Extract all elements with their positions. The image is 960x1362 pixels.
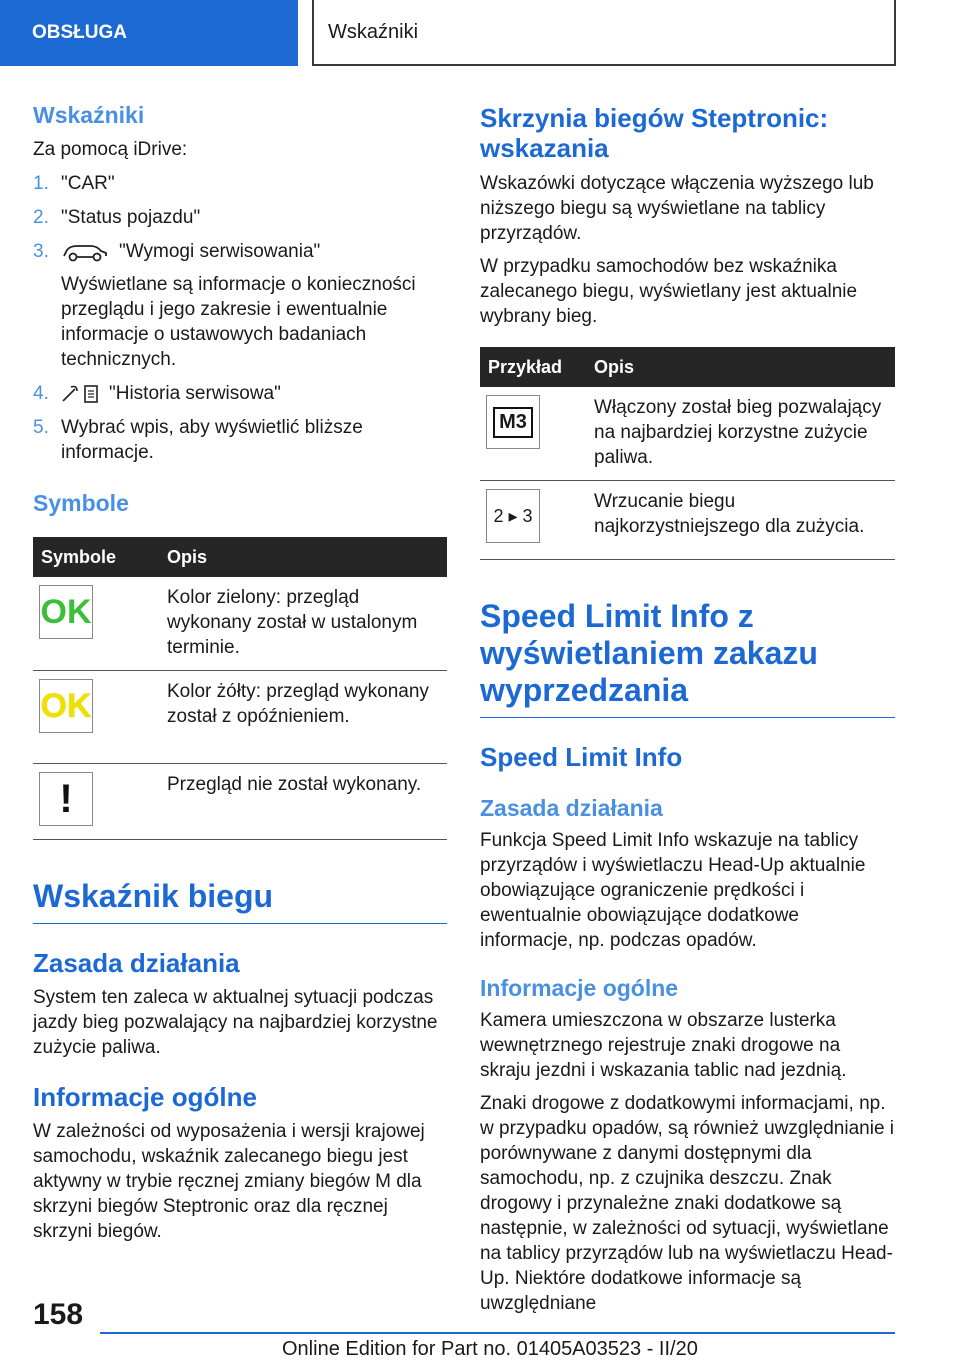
gear-shift-2-3-icon: 2 ▸ 3 bbox=[493, 505, 533, 526]
service-history-icon bbox=[61, 383, 101, 405]
footer-edition: Online Edition for Part no. 01405A03523 - II/20 bbox=[282, 1338, 698, 1360]
table-header: Przykład bbox=[480, 347, 586, 387]
sli-principle-heading: Zasada działania bbox=[480, 795, 663, 821]
general-info-heading: Informacje ogólne bbox=[33, 1082, 257, 1112]
gear-m3-icon: M3 bbox=[493, 407, 533, 438]
symbol-table bbox=[33, 537, 447, 840]
principle-heading: Zasada działania bbox=[33, 948, 240, 978]
list-item: 1. "CAR" bbox=[33, 173, 115, 194]
ok-yellow-icon: OK bbox=[40, 686, 92, 725]
table-header: Symbole bbox=[33, 537, 159, 577]
steptronic-paragraph: W przypadku samochodów bez wskaźnika zalecanego biegu, wyświetlany jest aktualnie wybrany bieg. bbox=[480, 256, 858, 327]
wskazniki-heading: Wskaźniki bbox=[33, 102, 145, 128]
list-item: 2. "Status pojazdu" bbox=[33, 207, 201, 228]
table-row: ! Przegląd nie został wykonany. bbox=[33, 764, 447, 840]
sli-principle-text: Funkcja Speed Limit Info wskazuje na tablicy przyrządów i wyświetlaczu Head-Up aktualnie obowiązujące ograniczenie prędkości i ewentualnie obowiązujące dodatkowe informacje, np. podczas opadów. bbox=[480, 830, 866, 951]
ok-green-icon: OK bbox=[40, 592, 92, 631]
steptronic-paragraph: Wskazówki dotyczące włączenia wyższego lub niższego biegu są wyświetlane na tablicy przyrządów. bbox=[480, 173, 874, 244]
list-item: 5. Wybrać wpis, aby wyświetlić bliższe informacje. bbox=[33, 417, 363, 463]
section-rule bbox=[480, 717, 895, 718]
table-row: 2 ▸ 3 Wrzucanie biegu najkorzystniejszego dla zużycia. bbox=[480, 481, 895, 560]
footer-rule bbox=[100, 1332, 895, 1334]
table-header: Opis bbox=[586, 347, 895, 387]
right-column bbox=[480, 100, 895, 1316]
step-subtext: Wyświetlane są informacje o konieczności przeglądu i jego zakresie i ewentualnie informacje o ustawowych badaniach technicznych. bbox=[61, 274, 416, 370]
left-column bbox=[33, 100, 447, 1244]
section-rule bbox=[33, 923, 447, 924]
table-header: Opis bbox=[159, 537, 447, 577]
symbole-heading: Symbole bbox=[33, 490, 129, 516]
table-row: M3 Włączony został bieg pozwalający na najbardziej korzystne zużycie paliwa. bbox=[480, 387, 895, 481]
header-section-label: OBSŁUGA bbox=[32, 22, 127, 43]
sli-general-text: Znaki drogowe z dodatkowymi informacjami, np. w przypadku opadów, są również uwzględnianie i porównywane z danymi dostępnymi dla samochodu, np. z czujnika deszczu. Znak drogowy i przynależne znaki dodatkowe są następnie, w zależności od sytuacji, wyświetlane na tablicy przyrządów lub na wyświetlaczu Head-Up. Niektóre dodatkowe informacje są uwzględniane bbox=[480, 1093, 895, 1314]
sli-heading: Speed Limit Info bbox=[480, 742, 683, 772]
sli-general-heading: Informacje ogólne bbox=[480, 975, 679, 1001]
steps-list bbox=[33, 171, 447, 465]
sli-general-text: Kamera umieszczona w obszarze lusterka wewnętrznego rejestruje znaki drogowe na skraju jezdni i wskazania tablic nad jezdnią. bbox=[480, 1010, 847, 1081]
exclamation-icon: ! bbox=[59, 776, 73, 821]
table-row: OK Kolor żółty: przegląd wykonany został z opóźnieniem. bbox=[33, 671, 447, 764]
header-chapter-tab bbox=[312, 0, 896, 66]
principle-text: System ten zaleca w aktualnej sytuacji podczas jazdy bieg pozwalający na najbardziej korzystne zużycie paliwa. bbox=[33, 987, 438, 1058]
header-section-tab bbox=[0, 0, 298, 66]
intro-text: Za pomocą iDrive: bbox=[33, 139, 188, 160]
general-info-text: W zależności od wyposażenia i wersji krajowej samochodu, wskaźnik zalecanego biegu jest aktywny w trybie ręcznej zmiany biegów M dla skrzyni biegów Steptronic oraz dla ręcznej skrzyni biegów. bbox=[33, 1121, 425, 1242]
car-service-icon bbox=[61, 242, 109, 262]
page-number: 158 bbox=[33, 1298, 84, 1331]
table-row: OK Kolor zielony: przegląd wykonany został w ustalonym terminie. bbox=[33, 577, 447, 671]
gear-indicator-heading: Wskaźnik biegu bbox=[33, 878, 274, 914]
list-item: 4. "Historia serwisowa" bbox=[33, 383, 281, 404]
steptronic-heading: Skrzynia biegów Steptronic: wskazania bbox=[480, 103, 829, 163]
list-item: 3. "Wymogi serwisowania" Wyświetlane są informacje o konieczności przeglądu i jego zakresie i ewentualnie informacje o ustawowych badaniach technicznych. bbox=[33, 239, 447, 372]
header-chapter-label: Wskaźniki bbox=[328, 20, 419, 43]
example-table bbox=[480, 347, 895, 560]
speed-limit-heading: Speed Limit Info z wyświetlaniem zakazu wyprzedzania bbox=[480, 598, 818, 708]
